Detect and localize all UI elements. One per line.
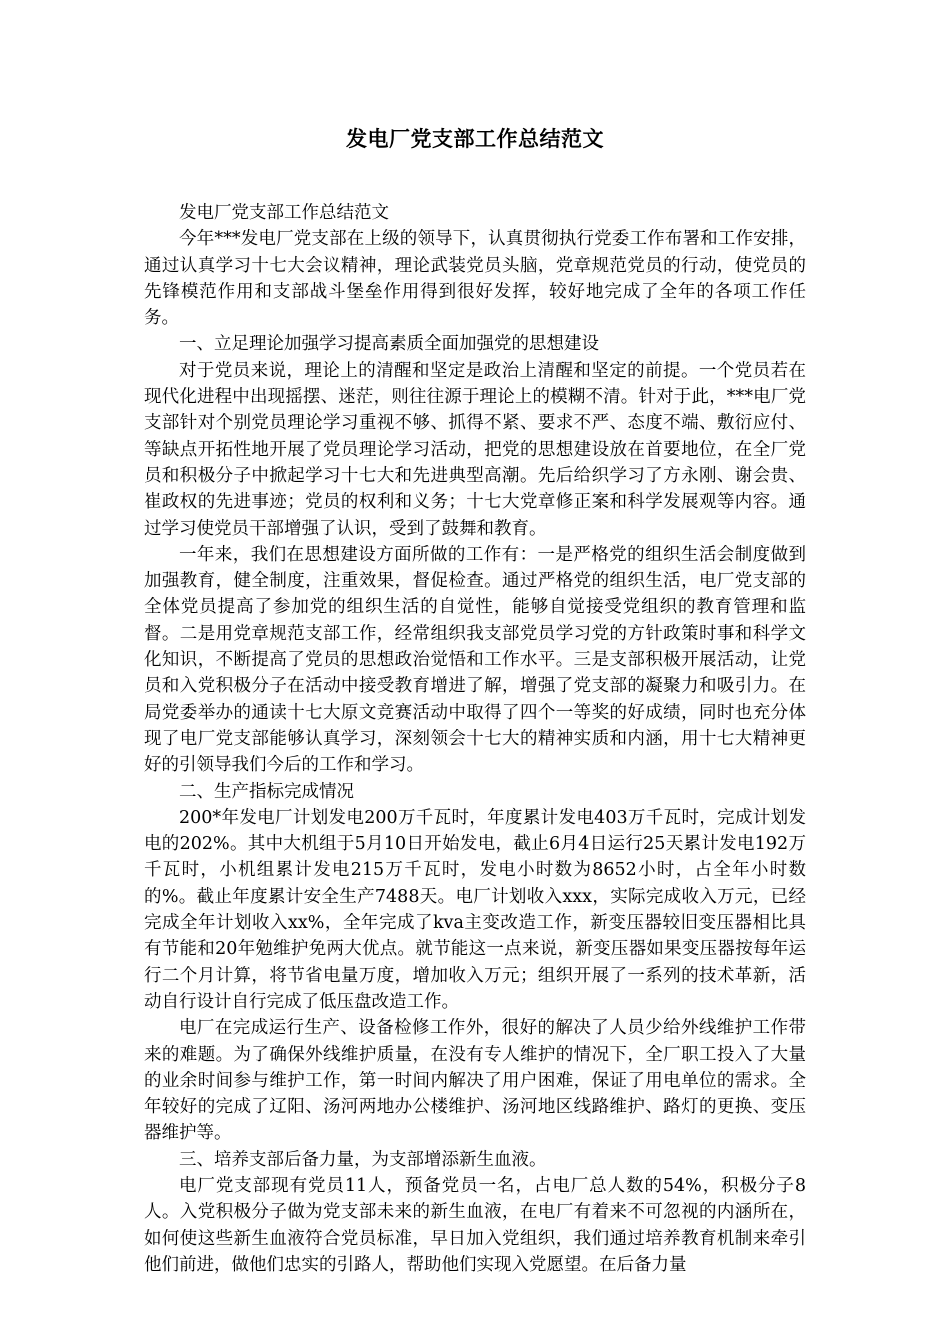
section-heading-2: 二、生产指标完成情况	[179, 781, 354, 802]
section-heading-1: 一、立足理论加强学习提高素质全面加强党的思想建设	[179, 334, 599, 355]
paragraph-production: 200*年发电厂计划发电200万千瓦时，年度累计发电403万千瓦时，完成计划发电的202%。其中大机组于5月10日开始发电，截止6月4日运行25天累计发电192万千瓦时，小机组累计发电215万千瓦时，发电小时数为8652小时，占全年小时数的%。截止年度累计安全生产7488天。电厂计划收入xxx，实际完成收入万元，已经完成全年计划收入xx%，全年完成了kva主变改造工作，新变压器较旧变压器相比具有节能和20年勉维护免两大优点。就节能这一点来说，新变压器如果变压器按每年运行二个月计算，将节省电量万度，增加收入万元；组织开展了一系列的技术革新，活动自行设计自行完成了低压盘改造工作。	[144, 807, 806, 1012]
paragraph-intro: 今年***发电厂党支部在上级的领导下，认真贯彻执行党委工作布署和工作安排，通过认真学习十七大会议精神，理论武装党员头脑，党章规范党员的行动，使党员的先锋模范作用和支部战斗堡垒作用得到很好发挥，较好地完成了全年的各项工作任务。	[144, 229, 806, 329]
paragraph-maintenance: 电厂在完成运行生产、设备检修工作外，很好的解决了人员少给外线维护工作带来的难题。为了确保外线维护质量，在没有专人维护的情况下，全厂职工投入了大量的业余时间参与维护工作，第一时间内解决了用户困难，保证了用电单位的需求。全年较好的完成了辽阳、汤河两地办公楼维护、汤河地区线路维护、路灯的更换、变压器维护等。	[144, 1018, 806, 1144]
paragraph-theory: 对于党员来说，理论上的清醒和坚定是政治上清醒和坚定的前提。一个党员若在现代化进程中出现摇摆、迷茫，则往往源于理论上的模糊不清。针对于此，***电厂党支部针对个别党员理论学习重视不够、抓得不紧、要求不严、态度不端、敷衍应付、等缺点开拓性地开展了党员理论学习活动，把党的思想建设放在首要地位，在全厂党员和积极分子中掀起学习十七大和先进典型高潮。先后给织学习了方永刚、谢会贵、崔政权的先进事迹；党员的权利和义务；十七大党章修正案和科学发展观等内容。通过学习使党员干部增强了认识，受到了鼓舞和教育。	[144, 360, 806, 539]
document-title: 发电厂党支部工作总结范文	[346, 126, 604, 151]
paragraph-ideology-work: 一年来，我们在思想建设方面所做的工作有：一是严格党的组织生活会制度做到加强教育，健全制度，注重效果，督促检查。通过严格党的组织生活，电厂党支部的全体党员提高了参加党的组织生活的自觉性，能够自觉接受党组织的教育管理和监督。二是用党章规范支部工作，经常组织我支部党员学习党的方针政策时事和科学文化知识，不断提高了党员的思想政治觉悟和工作水平。三是支部积极开展活动，让党员和入党积极分子在活动中接受教育增进了解，增强了党支部的凝聚力和吸引力。在局党委举办的通读十七大原文竞赛活动中取得了四个一等奖的好成绩，同时也充分体现了电厂党支部能够认真学习，深刻领会十七大的精神实质和内涵，用十七大精神更好的引领导我们今后的工作和学习。	[144, 544, 806, 776]
section-heading-3: 三、培养支部后备力量，为支部增添新生血液。	[179, 1149, 547, 1170]
paragraph-subtitle: 发电厂党支部工作总结范文	[179, 203, 389, 223]
document-body	[144, 200, 806, 1278]
paragraph-reserve: 电厂党支部现有党员11人，预备党员一名，占电厂总人数的54%，积极分子8人。入党积极分子做为党支部未来的新生血液，在电厂有着来不可忽视的内涵所在，如何使这些新生血液符合党员标准，早日加入党组织，我们通过培养教育机制来牵引他们前进，做他们忠实的引路人，帮助他们实现入党愿望。在后备力量	[144, 1175, 806, 1275]
document-page	[144, 0, 806, 1344]
